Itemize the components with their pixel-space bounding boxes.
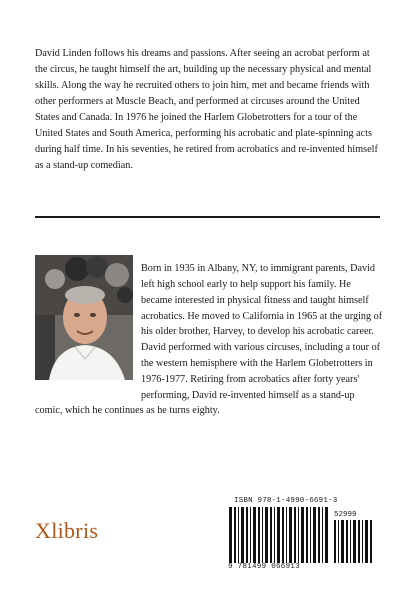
price-barcode-bars [334, 520, 372, 563]
xlibris-logo: Xlibris [35, 518, 99, 543]
isbn-label: ISBN 978-1-4990-6691-3 [234, 497, 338, 505]
bio-paragraph [35, 261, 383, 419]
barcode [220, 497, 378, 571]
divider-rule [35, 216, 380, 218]
bio-text: Born in 1935 in Albany, NY, to immigrant parents, David left high school early to help support his family. He became interested in physical fitness and taught himself acrobatics. He moved to California in 1965 at the urging of his older brother, Harvey, to develop his acrobatic career. David performed with various circuses, including a tour of the western hemisphere with the Harlem Globetrotters in 1976-1977. Retiring from acrobatics after forty years' performing, David re-invented himself as a stand-up comic, which he continues as he turns eighty. [35, 263, 383, 417]
ean-barcode-bars [229, 507, 329, 563]
price-code: 52999 [334, 511, 357, 519]
ean-digits: 9 781499 066913 [228, 563, 301, 571]
blurb-paragraph: David Linden follows his dreams and passions. After seeing an acrobat perform at the circus, he taught himself the art, building up the necessary physical and mental skills. Along the way he recruited others to join him, met and became friends with other performers at Muscle Beach, and performed at circuses around the United States and Canada. In 1976 he joined the Harlem Globetrotters for a tour of the United States and South America, performing his acrobatic and plate-spinning acts during half time. In his seventies, he retired from acrobatics and re-invented himself as a stand-up comedian. [35, 48, 378, 172]
